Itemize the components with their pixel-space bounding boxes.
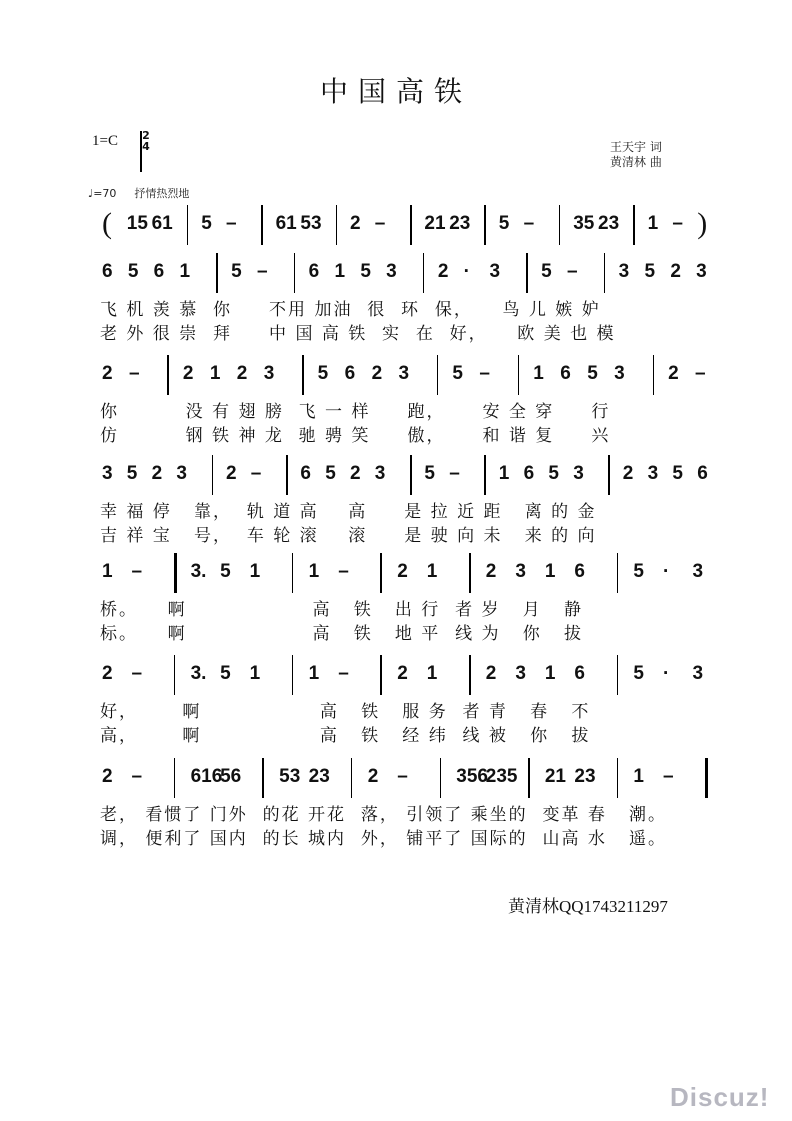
tempo-value: ♩=70 [88, 187, 117, 200]
barline [216, 253, 218, 293]
note: 3 [102, 463, 113, 484]
note: 5 [633, 561, 644, 582]
note: – [374, 213, 386, 234]
note: 6 [560, 363, 571, 384]
note: 1 [308, 663, 320, 684]
lyric-verse-2: 老 外 很 崇 拜 中 国 高 铁 实 在 好， 欧 美 也 模 [100, 324, 616, 344]
note: – [397, 766, 408, 787]
note: 6 [308, 261, 320, 282]
note: 6 [344, 363, 356, 384]
note: 5 [633, 663, 644, 684]
lyric-verse-2: 仿 钢 铁 神 龙 驰 骋 笑 傲， 和 谐 复 兴 [100, 426, 611, 446]
note: 6 [697, 463, 708, 484]
note: 56 [220, 766, 242, 787]
notation-line [100, 655, 720, 695]
note: 2 [102, 766, 113, 787]
note: 3 [398, 363, 410, 384]
note: 356 [456, 766, 488, 787]
note: 2 [350, 213, 361, 234]
lyric-verse-1: 老， 看惯了 门外 的花 开花 落， 引领了 乘坐的 变革 春 潮。 [100, 805, 668, 825]
note: 5 [220, 561, 231, 582]
note: 6 [300, 463, 311, 484]
note: 2 [151, 463, 163, 484]
barline [262, 758, 264, 798]
barline [484, 455, 486, 495]
note: 5 [126, 463, 138, 484]
note: 3 [489, 261, 501, 282]
lyric-verse-2: 吉 祥 宝 号， 车 轮 滚 滚 是 驶 向 未 来 的 向 [100, 526, 597, 546]
note: – [695, 363, 706, 384]
lyric-verse-1: 桥。 啊 高 铁 出 行 者 岁 月 静 [100, 600, 583, 620]
note: 3 [647, 463, 659, 484]
barline [174, 553, 177, 593]
note: 5 [587, 363, 598, 384]
time-signature [140, 130, 152, 152]
notation-line [100, 758, 720, 798]
note: 1 [647, 213, 659, 234]
barline [286, 455, 288, 495]
note: – [523, 213, 535, 234]
note: – [479, 363, 490, 384]
note: 1 [179, 261, 191, 282]
note: – [449, 463, 460, 484]
note: 3 [386, 261, 397, 282]
note: 6 [574, 561, 585, 582]
note: 5 [548, 463, 559, 484]
note: 53 [279, 766, 301, 787]
note: 15 [126, 213, 148, 234]
barline [440, 758, 442, 798]
note: 5 [360, 261, 371, 282]
note: 1 [633, 766, 644, 787]
note: 3. [190, 663, 207, 684]
note: 5 [317, 363, 329, 384]
parenthesis: ) [697, 207, 708, 240]
author-contact: 黄清林QQ1743211297 [508, 897, 668, 916]
note: 5 [424, 463, 435, 484]
note: 5 [644, 261, 656, 282]
barline [302, 355, 304, 395]
note: 2 [102, 363, 113, 384]
note: 3 [692, 663, 704, 684]
note: 5 [231, 261, 242, 282]
note: 1 [249, 561, 261, 582]
note: 2 [622, 463, 634, 484]
lyric-verse-1: 飞 机 羡 慕 你 不用 加油 很 环 保， 鸟 儿 嫉 妒 [100, 300, 601, 320]
note: 5 [220, 663, 231, 684]
note: 2 [226, 463, 237, 484]
barline [423, 253, 425, 293]
note: 23 [574, 766, 596, 787]
note: 1 [102, 561, 113, 582]
note: 3 [696, 261, 707, 282]
note: 3 [618, 261, 630, 282]
note: 2 [485, 663, 497, 684]
note: 2 [670, 261, 681, 282]
note: 2 [397, 663, 408, 684]
note: 1 [426, 561, 438, 582]
note: 3 [515, 561, 526, 582]
note: 5 [498, 213, 510, 234]
note: 53 [300, 213, 322, 234]
note: 1 [249, 663, 261, 684]
key-signature: 1=C [92, 133, 118, 149]
barline [617, 758, 619, 798]
barline [526, 253, 528, 293]
note: – [128, 363, 140, 384]
parenthesis: ( [102, 207, 112, 240]
barline [410, 455, 412, 495]
barline [410, 205, 412, 245]
note: 5 [541, 261, 552, 282]
barline [292, 655, 294, 695]
note: 5 [127, 261, 139, 282]
lyric-verse-2: 调， 便利了 国内 的长 城内 外， 铺平了 国际的 山高 水 遥。 [100, 829, 668, 849]
note: 3 [374, 463, 386, 484]
note: – [226, 213, 237, 234]
note: 3 [515, 663, 526, 684]
note: – [257, 261, 268, 282]
note: 2 [668, 363, 679, 384]
note: – [131, 766, 143, 787]
barline [633, 205, 635, 245]
note: 2 [182, 363, 194, 384]
notation-line [100, 355, 720, 395]
note: 3. [190, 561, 207, 582]
note: 1 [426, 663, 438, 684]
barline [518, 355, 520, 395]
note: 6 [153, 261, 165, 282]
note: 1 [498, 463, 510, 484]
note: 2 [102, 663, 113, 684]
note: 21 [424, 213, 446, 234]
lyric-verse-2: 标。 啊 高 铁 地 平 线 为 你 拔 [100, 624, 583, 644]
note: 23 [598, 213, 620, 234]
time-bottom: 4 [142, 140, 150, 153]
barline [604, 253, 606, 293]
note: – [338, 663, 349, 684]
barline [437, 355, 439, 395]
note: 21 [544, 766, 566, 787]
barline [187, 205, 189, 245]
note: 3 [692, 561, 704, 582]
note: 6 [574, 663, 585, 684]
barline [653, 355, 655, 395]
note: 235 [485, 766, 518, 787]
note: 1 [209, 363, 221, 384]
barline [559, 205, 561, 245]
barline [292, 553, 294, 593]
note: 3 [614, 363, 625, 384]
barline [705, 758, 708, 798]
barline [380, 655, 382, 695]
note: 2 [371, 363, 383, 384]
note: · [662, 561, 670, 582]
note: – [567, 261, 578, 282]
lyricist: 王天宇 词 [610, 140, 662, 154]
barline [469, 655, 471, 695]
expression-text: 抒情热烈地 [134, 187, 190, 200]
page-title: 中国高铁 [319, 75, 472, 108]
note: 3 [263, 363, 275, 384]
note: – [662, 766, 674, 787]
note: 3 [573, 463, 584, 484]
note: 23 [308, 766, 330, 787]
credits [610, 140, 662, 170]
lyric-verse-2: 高， 啊 高 铁 经 纬 线 被 你 拔 [100, 726, 591, 746]
note: 35 [573, 213, 595, 234]
note: – [131, 561, 143, 582]
notation-line [100, 553, 720, 593]
barline [617, 553, 619, 593]
note: – [131, 663, 143, 684]
barline [261, 205, 263, 245]
lyric-verse-1: 你 没 有 翅 膀 飞 一 样 跑， 安 全 穿 行 [100, 402, 611, 422]
note: 1 [308, 561, 320, 582]
note: 6 [102, 261, 113, 282]
composer: 黄清林 曲 [610, 155, 662, 169]
barline [469, 553, 471, 593]
note: · [463, 261, 470, 282]
note: 1 [544, 663, 556, 684]
barline [380, 553, 382, 593]
time-top: 2 [142, 129, 150, 142]
note: 2 [485, 561, 497, 582]
note: – [250, 463, 262, 484]
note: 5 [672, 463, 683, 484]
note: 23 [449, 213, 471, 234]
tempo-marking [88, 185, 189, 201]
barline [174, 758, 176, 798]
watermark-logo: Discuz! [670, 1082, 770, 1112]
barline [484, 205, 486, 245]
barline [294, 253, 296, 293]
note: 1 [544, 561, 556, 582]
barline [528, 758, 530, 798]
note: 3 [176, 463, 187, 484]
note: – [338, 561, 349, 582]
note: 2 [367, 766, 379, 787]
note: 5 [201, 213, 212, 234]
note: · [662, 663, 670, 684]
notation-line [100, 253, 720, 293]
note: 5 [325, 463, 336, 484]
note: 1 [533, 363, 544, 384]
barline [212, 455, 214, 495]
lyric-verse-1: 幸 福 停 靠， 轨 道 高 高 是 拉 近 距 离 的 金 [100, 502, 597, 522]
note: 1 [334, 261, 346, 282]
lyric-verse-1: 好， 啊 高 铁 服 务 者 青 春 不 [100, 702, 591, 722]
barline [167, 355, 169, 395]
note: 6 [523, 463, 535, 484]
barline [608, 455, 610, 495]
barline [351, 758, 353, 798]
note: 2 [350, 463, 361, 484]
barline [617, 655, 619, 695]
notation-line [100, 205, 720, 245]
note: 61 [275, 213, 297, 234]
note: 61 [151, 213, 173, 234]
note: 616 [190, 766, 223, 787]
note: 2 [437, 261, 449, 282]
notation-line [100, 455, 720, 495]
barline [174, 655, 176, 695]
note: – [672, 213, 683, 234]
note: 2 [236, 363, 248, 384]
barline [336, 205, 338, 245]
note: 2 [397, 561, 408, 582]
note: 5 [452, 363, 463, 384]
